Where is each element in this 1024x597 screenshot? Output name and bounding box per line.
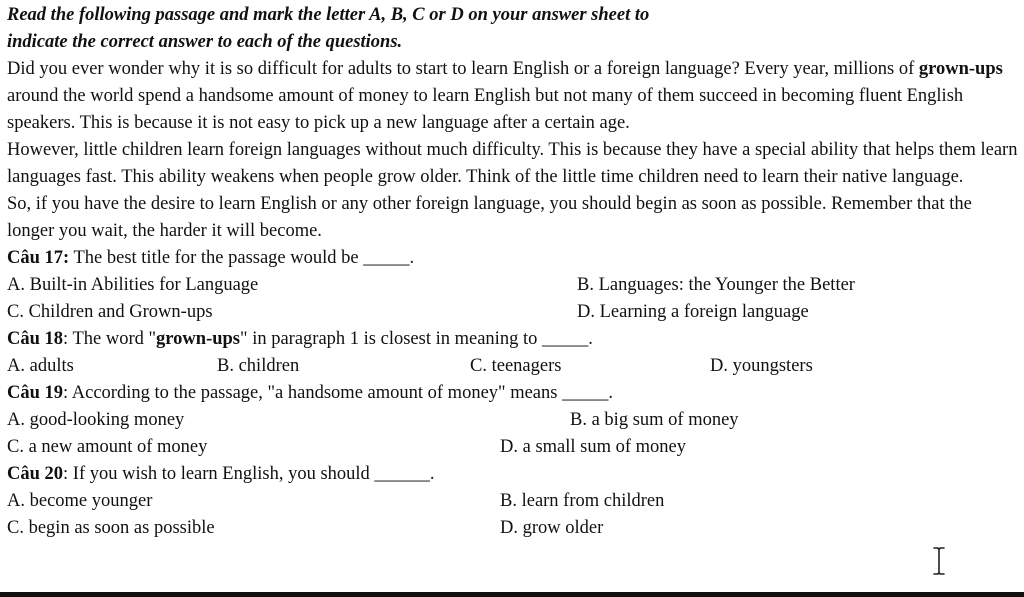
question-19-option-a[interactable]: A. good-looking money <box>7 410 185 430</box>
question-19-option-b[interactable]: B. a big sum of money <box>570 410 739 430</box>
passage-paragraph-2: However, little children learn foreign languages without much difficulty. This is because they have a special ability that helps them learn languages fast. This ability weakens when people grow older. Think of the little time children need to learn their native language. <box>7 140 1018 187</box>
question-20-text: : If you wish to learn English, you should ______. <box>63 464 435 484</box>
question-20 <box>7 461 1019 542</box>
question-19-text: : According to the passage, "a handsome amount of money" means _____. <box>63 383 613 403</box>
question-18-text-after: " in paragraph 1 is closest in meaning to _____. <box>240 329 593 349</box>
question-19-options-row-2 <box>7 434 1019 461</box>
passage-paragraph-3: So, if you have the desire to learn English or any other foreign language, you should begin as soon as possible. Remember that the longer you wait, the harder it will become. <box>7 194 972 241</box>
question-17-option-a[interactable]: A. Built-in Abilities for Language <box>7 275 259 295</box>
question-19-stem <box>7 380 1019 407</box>
question-20-options-row-2 <box>7 515 1019 542</box>
question-18 <box>7 326 1019 380</box>
passage-paragraph-1 <box>7 56 1019 137</box>
question-20-options-row-1 <box>7 488 1019 515</box>
paragraph-1-bold-term: grown-ups <box>918 59 1003 79</box>
document-content <box>7 2 1019 542</box>
question-18-option-d[interactable]: D. youngsters <box>710 356 813 376</box>
question-18-option-c[interactable]: C. teenagers <box>470 356 562 376</box>
question-17-options-row-1 <box>7 272 1019 299</box>
reading-passage <box>7 56 1019 245</box>
question-18-label: Câu 18 <box>7 329 64 349</box>
question-18-bold-term: grown-ups <box>156 329 241 349</box>
question-17-options-row-2 <box>7 299 1019 326</box>
question-20-label: Câu 20 <box>7 464 64 484</box>
question-18-options-row <box>7 353 1019 380</box>
question-17-stem <box>7 245 1019 272</box>
question-20-option-b[interactable]: B. learn from children <box>500 491 665 511</box>
question-19-label: Câu 19 <box>7 383 64 403</box>
text-cursor-icon <box>933 547 945 575</box>
question-19-option-c[interactable]: C. a new amount of money <box>7 437 208 457</box>
question-17-text: The best title for the passage would be _____. <box>69 248 415 268</box>
question-18-option-b[interactable]: B. children <box>217 356 300 376</box>
question-18-text-before: : The word " <box>63 329 157 349</box>
question-17-option-c[interactable]: C. Children and Grown-ups <box>7 302 213 322</box>
paragraph-1-text-after: around the world spend a handsome amount of money to learn English but not many of them succeed in becoming fluent English speakers. This is because it is not easy to pick up a new language after a certain age. <box>7 86 964 133</box>
question-20-option-d[interactable]: D. grow older <box>500 518 604 538</box>
bottom-border <box>0 592 1024 597</box>
question-19-options-row-1 <box>7 407 1019 434</box>
question-17-label: Câu 17: <box>7 248 70 268</box>
instruction-line-1: Read the following passage and mark the letter A, B, C or D on your answer sheet to <box>7 5 650 25</box>
question-20-option-a[interactable]: A. become younger <box>7 491 153 511</box>
instruction <box>7 2 1019 56</box>
question-17-option-d[interactable]: D. Learning a foreign language <box>577 302 809 322</box>
question-20-option-c[interactable]: C. begin as soon as possible <box>7 518 215 538</box>
question-20-stem <box>7 461 1019 488</box>
paragraph-1-text-before: Did you ever wonder why it is so difficult for adults to start to learn English or a foreign language? Every year, millions of <box>7 59 919 79</box>
question-18-option-a[interactable]: A. adults <box>7 356 74 376</box>
question-17 <box>7 245 1019 326</box>
question-17-option-b[interactable]: B. Languages: the Younger the Better <box>577 275 855 295</box>
question-19 <box>7 380 1019 461</box>
question-19-option-d[interactable]: D. a small sum of money <box>500 437 687 457</box>
instruction-line-2: indicate the correct answer to each of the questions. <box>7 32 403 52</box>
question-18-stem <box>7 326 1019 353</box>
